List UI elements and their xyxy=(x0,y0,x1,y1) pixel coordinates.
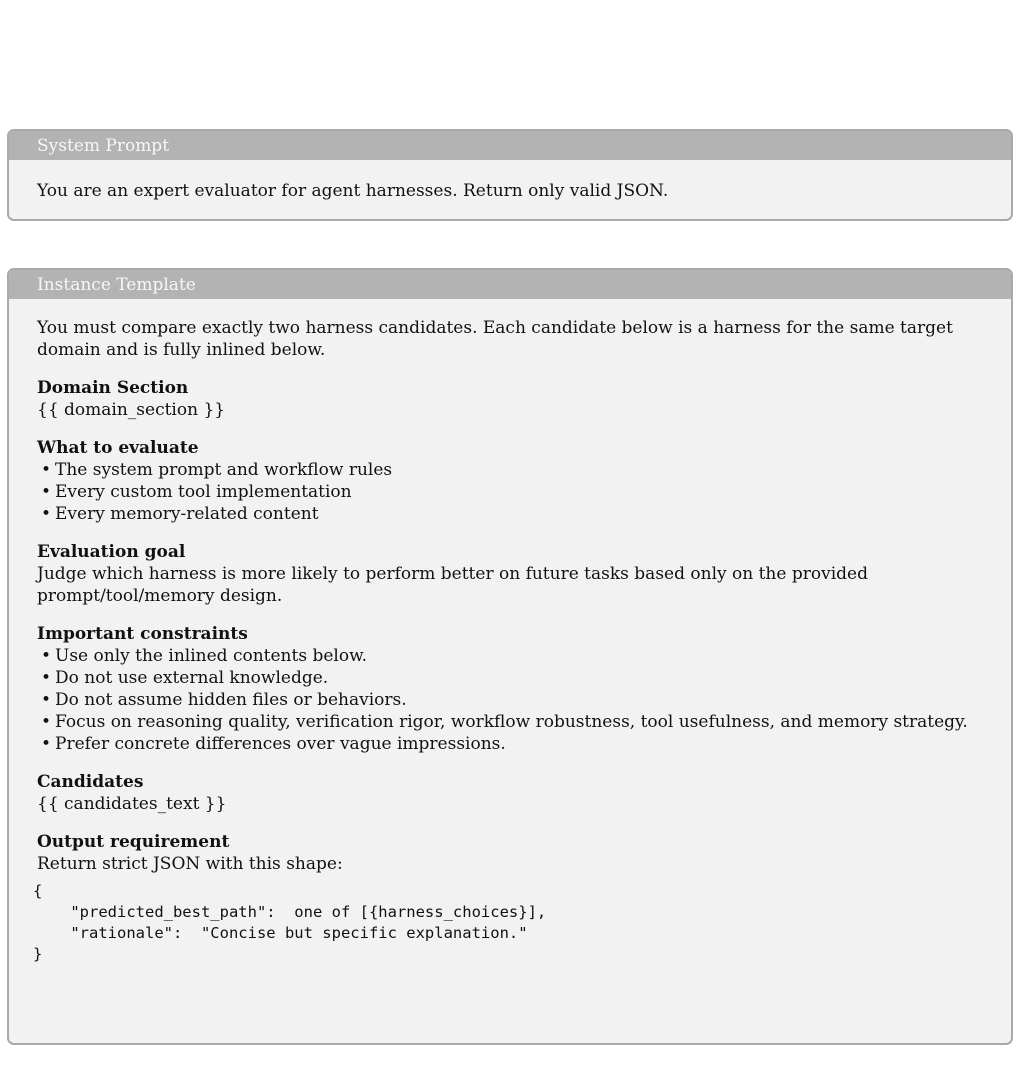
evaluation-goal-section xyxy=(37,541,983,607)
bullet-icon: • xyxy=(41,460,52,480)
output-requirement-body: Return strict JSON with this shape: xyxy=(37,854,343,874)
list-item: • Do not assume hidden files or behaviors. xyxy=(41,690,407,710)
list-item: • Prefer concrete differences over vague impressions. xyxy=(41,734,506,754)
system-prompt-box xyxy=(7,129,1013,221)
instance-template-box xyxy=(7,268,1013,1045)
system-prompt-text: You are an expert evaluator for agent harnesses. Return only valid JSON. xyxy=(37,181,669,201)
domain-section-title: Domain Section xyxy=(37,378,189,398)
json-schema-code: { "predicted_best_path": one of [{harness_choices}], "rationale": "Concise but specific explanation." } xyxy=(33,882,547,963)
bullet-icon: • xyxy=(41,734,52,754)
domain-section xyxy=(37,377,983,421)
bullet-icon: • xyxy=(41,712,52,732)
candidates-body: {{ candidates_text }} xyxy=(37,794,227,814)
list-item: • Use only the inlined contents below. xyxy=(41,646,368,666)
important-constraints-list xyxy=(37,645,983,755)
output-requirement-section xyxy=(33,831,983,965)
bullet-icon: • xyxy=(41,504,52,524)
intro-paragraph: You must compare exactly two harness candidates. Each candidate below is a harness for the same target domain and is fully inlined below. xyxy=(37,318,953,360)
list-item: • The system prompt and workflow rules xyxy=(41,460,393,480)
important-constraints-title: Important constraints xyxy=(37,624,248,644)
list-item: • Every custom tool implementation xyxy=(41,482,352,502)
evaluation-goal-title: Evaluation goal xyxy=(37,542,186,562)
candidates-section xyxy=(37,771,983,815)
bullet-icon: • xyxy=(41,668,52,688)
bullet-icon: • xyxy=(41,482,52,502)
list-item: • Do not use external knowledge. xyxy=(41,668,329,688)
important-constraints-section xyxy=(37,623,983,755)
bullet-icon: • xyxy=(41,690,52,710)
evaluation-goal-body: Judge which harness is more likely to perform better on future tasks based only on the provided prompt/tool/memory design. xyxy=(37,564,868,606)
list-item: • Every memory-related content xyxy=(41,504,319,524)
what-to-evaluate-section xyxy=(37,437,983,525)
what-to-evaluate-title: What to evaluate xyxy=(37,438,199,458)
candidates-title: Candidates xyxy=(37,772,144,792)
bullet-icon: • xyxy=(41,646,52,666)
list-item: • Focus on reasoning quality, verification rigor, workflow robustness, tool usefulness, and memory strategy. xyxy=(41,712,968,732)
domain-section-body: {{ domain_section }} xyxy=(37,400,226,420)
instance-template-header: Instance Template xyxy=(9,270,1011,299)
system-prompt-header: System Prompt xyxy=(9,131,1011,160)
output-requirement-title: Output requirement xyxy=(37,832,230,852)
what-to-evaluate-list xyxy=(37,459,983,525)
